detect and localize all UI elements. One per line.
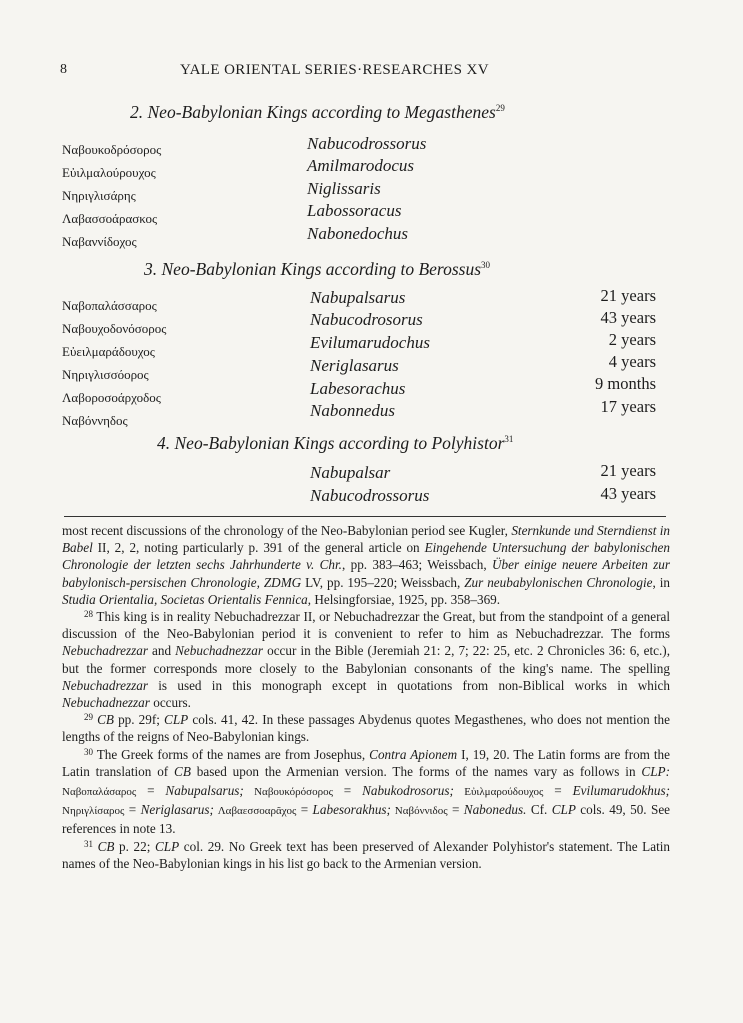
text: based upon the Armenian version. The forms of the names vary as follows in (190, 763, 642, 779)
text-italic: CLP (164, 712, 189, 728)
greek-name: Νηριγλισάρης (62, 188, 136, 203)
text-italic: Nebuchadnezzar (62, 695, 150, 711)
latin-name: Nabupalsarus (310, 288, 406, 307)
latin-name: Neriglasarus (310, 356, 399, 375)
text-italic: CLP (154, 838, 180, 854)
greek-text: Νηριγλίσαρος (62, 805, 125, 818)
text: cols. 41, 42. In these passages Abydenus quotes Megasthenes, who does not mention the lengths of the reigns of Neo-Babylonian kings. (62, 712, 670, 745)
footnote-number: 28 (84, 609, 93, 620)
section-heading-text: 2. Neo-Babylonian Kings according to Megasthenes (130, 102, 496, 122)
text: The Greek forms of the names are from Josephus, (93, 746, 370, 762)
greek-name: Λαβασσοάρασκος (62, 211, 158, 226)
reign-length: 9 months (595, 374, 656, 393)
reign-length: 4 years (608, 352, 656, 371)
text: most recent discussions of the chronology of the Neo-Babylonian period see Kugler, (62, 523, 508, 538)
text: , in (652, 574, 670, 590)
greek-name: Εὐειλμαράδουχος (62, 344, 155, 359)
text-italic: Eingehende Untersuchung der babylonischen Chronologie der letzten sechs Jahrhunderte v. Chr. (62, 540, 670, 573)
text-italic: CB (93, 838, 115, 854)
reign-length: 2 years (608, 330, 656, 349)
text-italic: Über einige neuere Arbeiten zur babylonisch-persischen Chronologie, ZDMG (62, 557, 670, 590)
latin-name: Nabucodrosorus (310, 310, 423, 329)
page-number: 8 (60, 62, 67, 77)
latin-name: Evilumarudochus (310, 333, 430, 352)
reign-length: 43 years (600, 308, 656, 327)
series-title: YALE ORIENTAL SERIES·RESEARCHES XV (180, 62, 489, 78)
text-italic: Nabukodrosorus; (362, 783, 454, 799)
section-heading-megasthenes (130, 102, 505, 123)
text: pp. 29f; (113, 712, 165, 728)
text-italic: Nabonedus. (463, 802, 527, 818)
section-heading-berossus (144, 259, 490, 280)
footnote-number: 29 (84, 712, 93, 723)
greek-text: Λαβαεσσοαρᾶχος (213, 805, 297, 818)
text: = (136, 783, 166, 799)
footnote-30 (62, 746, 670, 838)
latin-name: Labossoracus (307, 201, 402, 220)
greek-text: Ναβοπαλάσαρος (62, 786, 137, 799)
text: = (296, 802, 313, 818)
text-italic: Nebuchadrezzar (62, 643, 148, 659)
text-italic: Evilumarudokhus; (572, 783, 670, 799)
latin-name: Labesorachus (310, 379, 406, 398)
text: = (543, 783, 573, 799)
text: occurs. (149, 695, 191, 711)
text: occur in the Bible (Jeremiah 21: 2, 7; 22: 25, etc. 2 Chronicles 36: 6, etc.), but the former corresponds more closely to the Babylonian consonants of the king's name. The spelling (62, 643, 670, 676)
footnote-ref: 30 (481, 260, 491, 270)
text: p. 22; (114, 838, 155, 854)
text: = (124, 802, 141, 818)
text-italic: Studia Orientalia, Societas Orientalis Fennica (62, 591, 308, 607)
latin-name: Nabucodrossorus (310, 486, 430, 505)
footnote-ref: 29 (495, 103, 505, 113)
footnote-31 (62, 838, 670, 872)
text-italic: CLP: (641, 763, 670, 779)
text: is used in this monograph except in quotations from non-Biblical works in which (147, 677, 670, 693)
latin-name: Amilmarodocus (307, 156, 415, 175)
text: col. 29. No Greek text has been preserved of Alexander Polyhistor's statement. The Latin names of the Neo-Babylonian kings in his list go back to the Armenian version. (62, 838, 670, 871)
latin-name: Nabonnedus (310, 401, 395, 420)
text-italic: Neriglasarus; (140, 802, 214, 818)
latin-name: Niglissaris (307, 179, 381, 198)
text: This king is in reality Nebuchadrezzar II, or Nebuchadrezzar the Great, but from the standpoint of a general discussion of the Neo-Babylonian period it is convenient to refer to him as Nebuchadrezzar. The forms (62, 609, 670, 642)
text: LV, pp. 195–220; Weissbach, (301, 574, 465, 590)
text: = (332, 783, 363, 799)
latin-name: Nabupalsar (310, 463, 391, 482)
text-italic: Nabupalsarus; (165, 783, 244, 799)
text: , pp. 383–463; Weissbach, (341, 557, 492, 573)
latin-name: Nabucodrossorus (307, 134, 427, 153)
reign-length: 43 years (600, 484, 656, 503)
greek-name: Νηριγλισσόορος (62, 367, 149, 382)
text: Cf. (526, 802, 552, 818)
text: and (147, 643, 176, 659)
footnote-number: 30 (84, 746, 93, 757)
text-italic: CB (174, 763, 191, 779)
greek-name: Ναβαννίδοχος (62, 234, 137, 249)
footnote-continuation (62, 522, 670, 608)
text-italic: Zur neubabylonischen Chronologie (464, 574, 653, 590)
greek-text: Εὐιλμαρούδουχος (453, 786, 544, 799)
section-heading-text: 4. Neo-Babylonian Kings according to Polyhistor (157, 433, 505, 453)
latin-name: Nabonedochus (307, 224, 409, 243)
text: , Helsingforsiae, 1925, pp. 358–369. (307, 591, 501, 607)
footnote-29 (62, 711, 670, 745)
text-italic: Labesorakhus; (312, 802, 391, 818)
text-italic: Contra Apionem (369, 746, 458, 762)
greek-name: Ναβόννηδος (62, 413, 128, 428)
section-heading-text: 3. Neo-Babylonian Kings according to Berossus (144, 259, 482, 279)
text-italic: CB (93, 712, 114, 728)
text-italic: Sternkunde und Sterndienst in Babel (62, 523, 671, 556)
footnote-divider (64, 516, 666, 517)
greek-name: Ναβουχοδονόσορος (62, 321, 167, 336)
footnote-ref: 31 (504, 434, 514, 444)
reign-length: 21 years (600, 461, 656, 480)
greek-name: Ναβοπαλάσσαρος (62, 298, 157, 313)
text: = (447, 802, 464, 818)
greek-name: Ναβουκοδρόσορος (62, 142, 162, 157)
text: cols. 49, 50. See references in note 13. (62, 802, 671, 837)
reign-length: 21 years (600, 286, 656, 305)
text-italic: Nebuchadnezzar (175, 643, 264, 659)
reign-length: 17 years (600, 397, 656, 416)
text-italic: CLP (551, 802, 576, 818)
section-heading-polyhistor (157, 433, 513, 454)
greek-name: Εὐιλμαλούρουχος (62, 165, 156, 180)
text-italic: Nebuchadrezzar (62, 677, 148, 693)
footnotes (62, 522, 670, 872)
footnote-28 (62, 608, 670, 711)
text: I, 19, 20. The Latin forms are from the Latin translation of (62, 746, 671, 779)
text: II, 2, 2, noting particularly p. 391 of the general article on (92, 540, 425, 556)
greek-text: Ναβουκόρόσορος (243, 786, 333, 799)
footnote-number: 31 (84, 838, 93, 849)
greek-text: Ναβόννιδος (390, 805, 448, 818)
greek-name: Λαβοροσοάρχοδος (62, 390, 161, 405)
